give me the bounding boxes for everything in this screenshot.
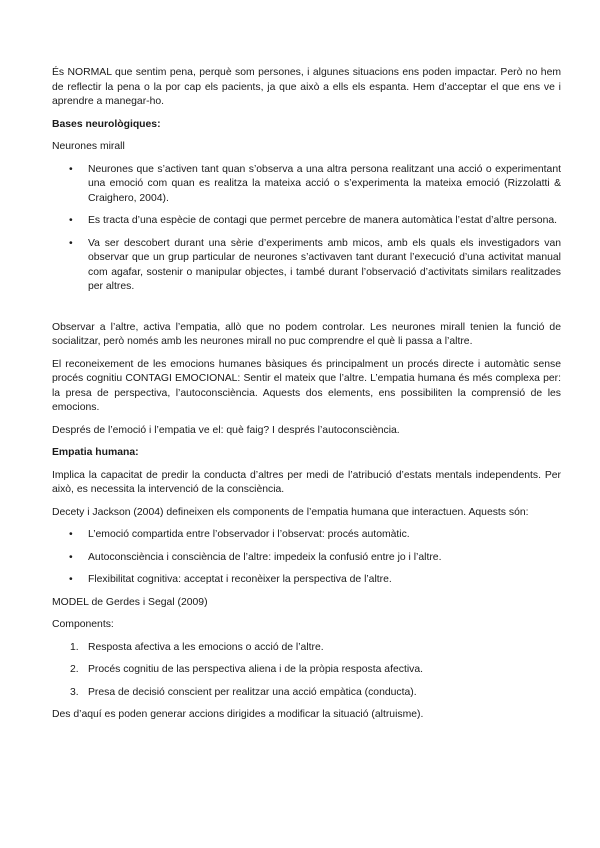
bullet-icon: • — [69, 529, 73, 540]
human-empathy-heading: Empatia humana: — [52, 447, 139, 458]
decety-paragraph: Decety i Jackson (2004) defineixen els components de l’empatia humana que interactuen. Aquests són: — [52, 506, 529, 518]
bullet-icon: • — [69, 574, 73, 585]
bullet-icon: • — [69, 551, 73, 563]
list-item-text: Procés cognitiu de las perspectiva aliena i de la pròpia resposta afectiva. — [88, 664, 424, 675]
closing-paragraph: Des d’aquí es poden generar accions dirigides a modificar la situació (altruisme). — [52, 709, 424, 720]
mirror-neurons-list — [52, 163, 561, 295]
list-item — [52, 573, 561, 588]
list-item-text: L’emoció compartida entre l’observador i l’observat: procés automàtic. — [88, 529, 410, 540]
list-item-text: Es tracta d’una espècie de contagi que permet percebre de manera automàtica l’estat d’altre persona. — [88, 215, 558, 226]
list-item — [52, 237, 561, 295]
list-item-text: Resposta afectiva a les emocions o acció de l’altre. — [88, 641, 324, 653]
document-page — [52, 66, 561, 731]
components-label: Components: — [52, 619, 114, 630]
mirror-neurons-label: Neurones mirall — [52, 141, 125, 152]
list-item — [52, 214, 561, 229]
list-item-text: Va ser descobert durant una sèrie d’experiments amb micos, amb els quals els investigadors van observar que un grup particular de neurones s’activaven tant durant l’execució d’una activitat manual com agafar, sostenir o manipular objectes, i també durant l’observació d’activitats similars realitzades per altres. — [88, 237, 561, 292]
bullet-icon: • — [69, 237, 73, 249]
intro-paragraph: És NORMAL que sentim pena, perquè som persones, i algunes situacions ens poden impactar. Però no hem de reflectir la pena o la por cap els pacients, ja que això a ells els espanta. Hem d’acceptar el que ens ve i aprendre a manegar-ho. — [52, 67, 561, 107]
list-number: 2. — [70, 664, 79, 675]
bases-heading: Bases neurològiques: — [52, 118, 161, 130]
observe-paragraph: Observar a l’altre, activa l’empatia, allò que no podem controlar. Les neurones mirall tenien la funció de socialitzar, però només amb les neurones mirall no puc comprendre el què li passa a l’altre. — [52, 321, 561, 347]
list-item — [52, 528, 561, 543]
model-label: MODEL de Gerdes i Segal (2009) — [52, 596, 208, 608]
list-item-text: Autoconsciència i consciència de l’altre: impedeix la confusió entre jo i l’altre. — [88, 551, 442, 563]
bullet-icon: • — [69, 215, 73, 226]
list-item — [52, 663, 561, 678]
list-item-text: Presa de decisió conscient per realitzar una acció empàtica (conducta). — [88, 686, 417, 698]
list-item-text: Flexibilitat cognitiva: acceptat i reconèixer la perspectiva de l’altre. — [88, 574, 392, 585]
recognition-paragraph: El reconeixement de les emocions humanes bàsiques és principalment un procés directe i automàtic sense procés cognitiu CONTAGI EMOCIONAL: Sentir el mateix que l’altre. L’empatia humana és més complexa per: la presa de perspectiva, l’autoconsciència. Aquests dos elements, ens possibiliten la comprensió de les emocions. — [52, 358, 561, 413]
numbered-list — [52, 641, 561, 701]
list-item — [52, 163, 561, 207]
bullet-icon: • — [69, 163, 73, 175]
list-number: 3. — [70, 686, 79, 698]
list-item — [52, 641, 561, 656]
list-item — [52, 551, 561, 566]
list-number: 1. — [70, 641, 79, 653]
after-paragraph: Després de l’emoció i l’empatia ve el: què faig? I després l’autoconsciència. — [52, 424, 400, 436]
list-item — [52, 686, 561, 701]
list-item-text: Neurones que s’activen tant quan s’observa a una altra persona realitzant una acció o experimentant una emoció com quan es realitza la mateixa acció o s’experimenta la mateixa emoció (Rizzolatti & Craighero, 2004). — [88, 163, 561, 204]
implies-paragraph: Implica la capacitat de predir la conducta d’altres per medi de l’atribució d’estats mentals independents. Per això, es necessita la intervenció de la consciència. — [52, 469, 561, 495]
components-list — [52, 528, 561, 588]
